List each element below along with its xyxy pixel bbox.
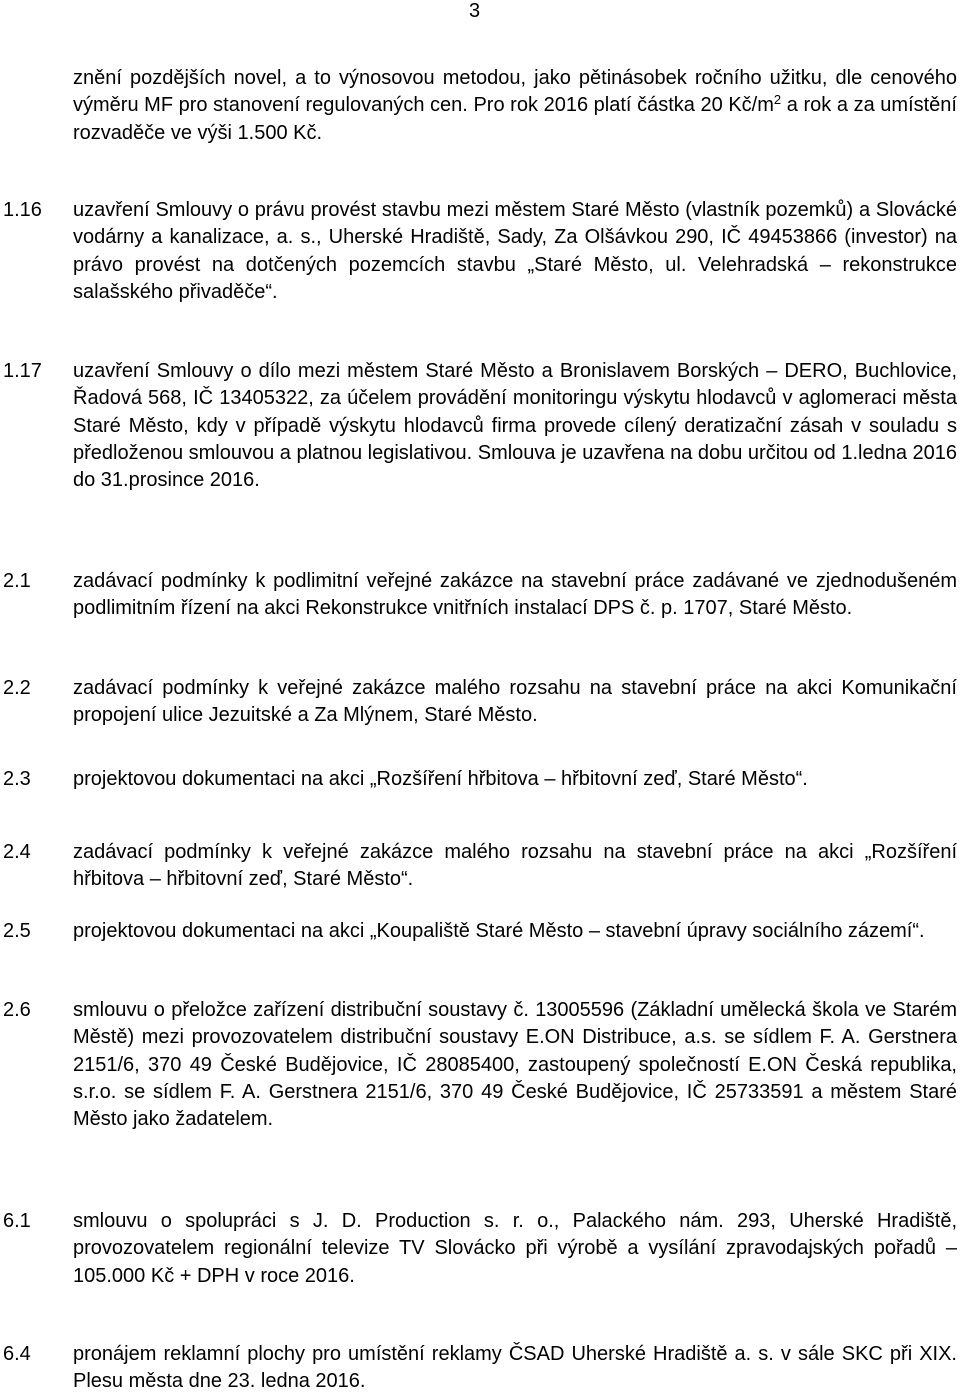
superscript-2: 2	[773, 92, 782, 108]
intro-text-part-2: a rok a za umístění rozvaděče ve výši 1.500 Kč.	[73, 94, 957, 144]
item-text: zadávací podmínky k podlimitní veřejné zakázce na stavební práce zadávané ve zjednodušeném podlimitním řízení na akci Rekonstrukce vnitřních instalací DPS č. p. 1707, Staré Město.	[73, 570, 957, 620]
intro-text-part-1: znění pozdějších novel, a to výnosovou metodou, jako pětinásobek ročního užitku, dle cenového výměru MF pro stanovení regulovaných cen. Pro rok 2016 platí částka 20 Kč/m	[73, 67, 957, 117]
item-number: 1.16	[3, 199, 42, 221]
item-number: 2.1	[3, 570, 31, 592]
item-text: zadávací podmínky k veřejné zakázce malého rozsahu na stavební práce na akci „Rozšíření hřbitova – hřbitovní zeď, Staré Město“.	[73, 841, 957, 891]
item-number: 2.6	[3, 999, 31, 1021]
item-number: 2.4	[3, 841, 31, 863]
intro-text	[73, 65, 957, 147]
page-number: 3	[469, 0, 481, 22]
item-number: 2.3	[3, 768, 31, 790]
item-number: 6.1	[3, 1210, 31, 1232]
item-text: projektovou dokumentaci na akci „Rozšíření hřbitova – hřbitovní zeď, Staré Město“.	[73, 768, 808, 790]
item-text: uzavření Smlouvy o dílo mezi městem Staré Město a Bronislavem Borských – DERO, Buchlovice, Řadová 568, IČ 13405322, za účelem provádění monitoringu výskytu hlodavců v aglomeraci města Staré Město, kdy v případě výskytu hlodavců firma provede cílený deratizační zásah v souladu s předloženou smlouvou a platnou legislativou. Smlouva je uzavřena na dobu určitou od 1.ledna 2016 do 31.prosince 2016.	[73, 360, 957, 492]
item-number: 1.17	[3, 360, 42, 382]
item-text: uzavření Smlouvy o právu provést stavbu mezi městem Staré Město (vlastník pozemků) a Slovácké vodárny a kanalizace, a. s., Uherské Hradiště, Sady, Za Olšávkou 290, IČ 49453866 (investor) na právo provést na dotčených pozemcích stavbu „Staré Město, ul. Velehradská – rekonstrukce salašského přivaděče“.	[73, 199, 957, 303]
item-text: pronájem reklamní plochy pro umístění reklamy ČSAD Uherské Hradiště a. s. v sále SKC při XIX. Plesu města dne 23. ledna 2016.	[73, 1343, 957, 1393]
item-number: 6.4	[3, 1343, 31, 1365]
item-text: smlouvu o přeložce zařízení distribuční soustavy č. 13005596 (Základní umělecká škola ve Starém Městě) mezi provozovatelem distribuční soustavy E.ON Distribuce, a.s. se sídlem F. A. Gerstnera 2151/6, 370 49 České Budějovice, IČ 28085400, zastoupený společností E.ON Česká republika, s.r.o. se sídlem F. A. Gerstnera 2151/6, 370 49 České Budějovice, IČ 25733591 a městem Staré Město jako žadatelem.	[73, 999, 957, 1131]
item-text: projektovou dokumentaci na akci „Koupaliště Staré Město – stavební úpravy sociálního zázemí“.	[73, 920, 925, 942]
item-text: zadávací podmínky k veřejné zakázce malého rozsahu na stavební práce na akci Komunikační propojení ulice Jezuitské a Za Mlýnem, Staré Město.	[73, 677, 957, 727]
item-text: smlouvu o spolupráci s J. D. Production s. r. o., Palackého nám. 293, Uherské Hradiště, provozovatelem regionální televize TV Slovácko při výrobě a vysílání zpravodajských pořadů – 105.000 Kč + DPH v roce 2016.	[73, 1210, 957, 1287]
item-number: 2.2	[3, 677, 31, 699]
item-number: 2.5	[3, 920, 31, 942]
